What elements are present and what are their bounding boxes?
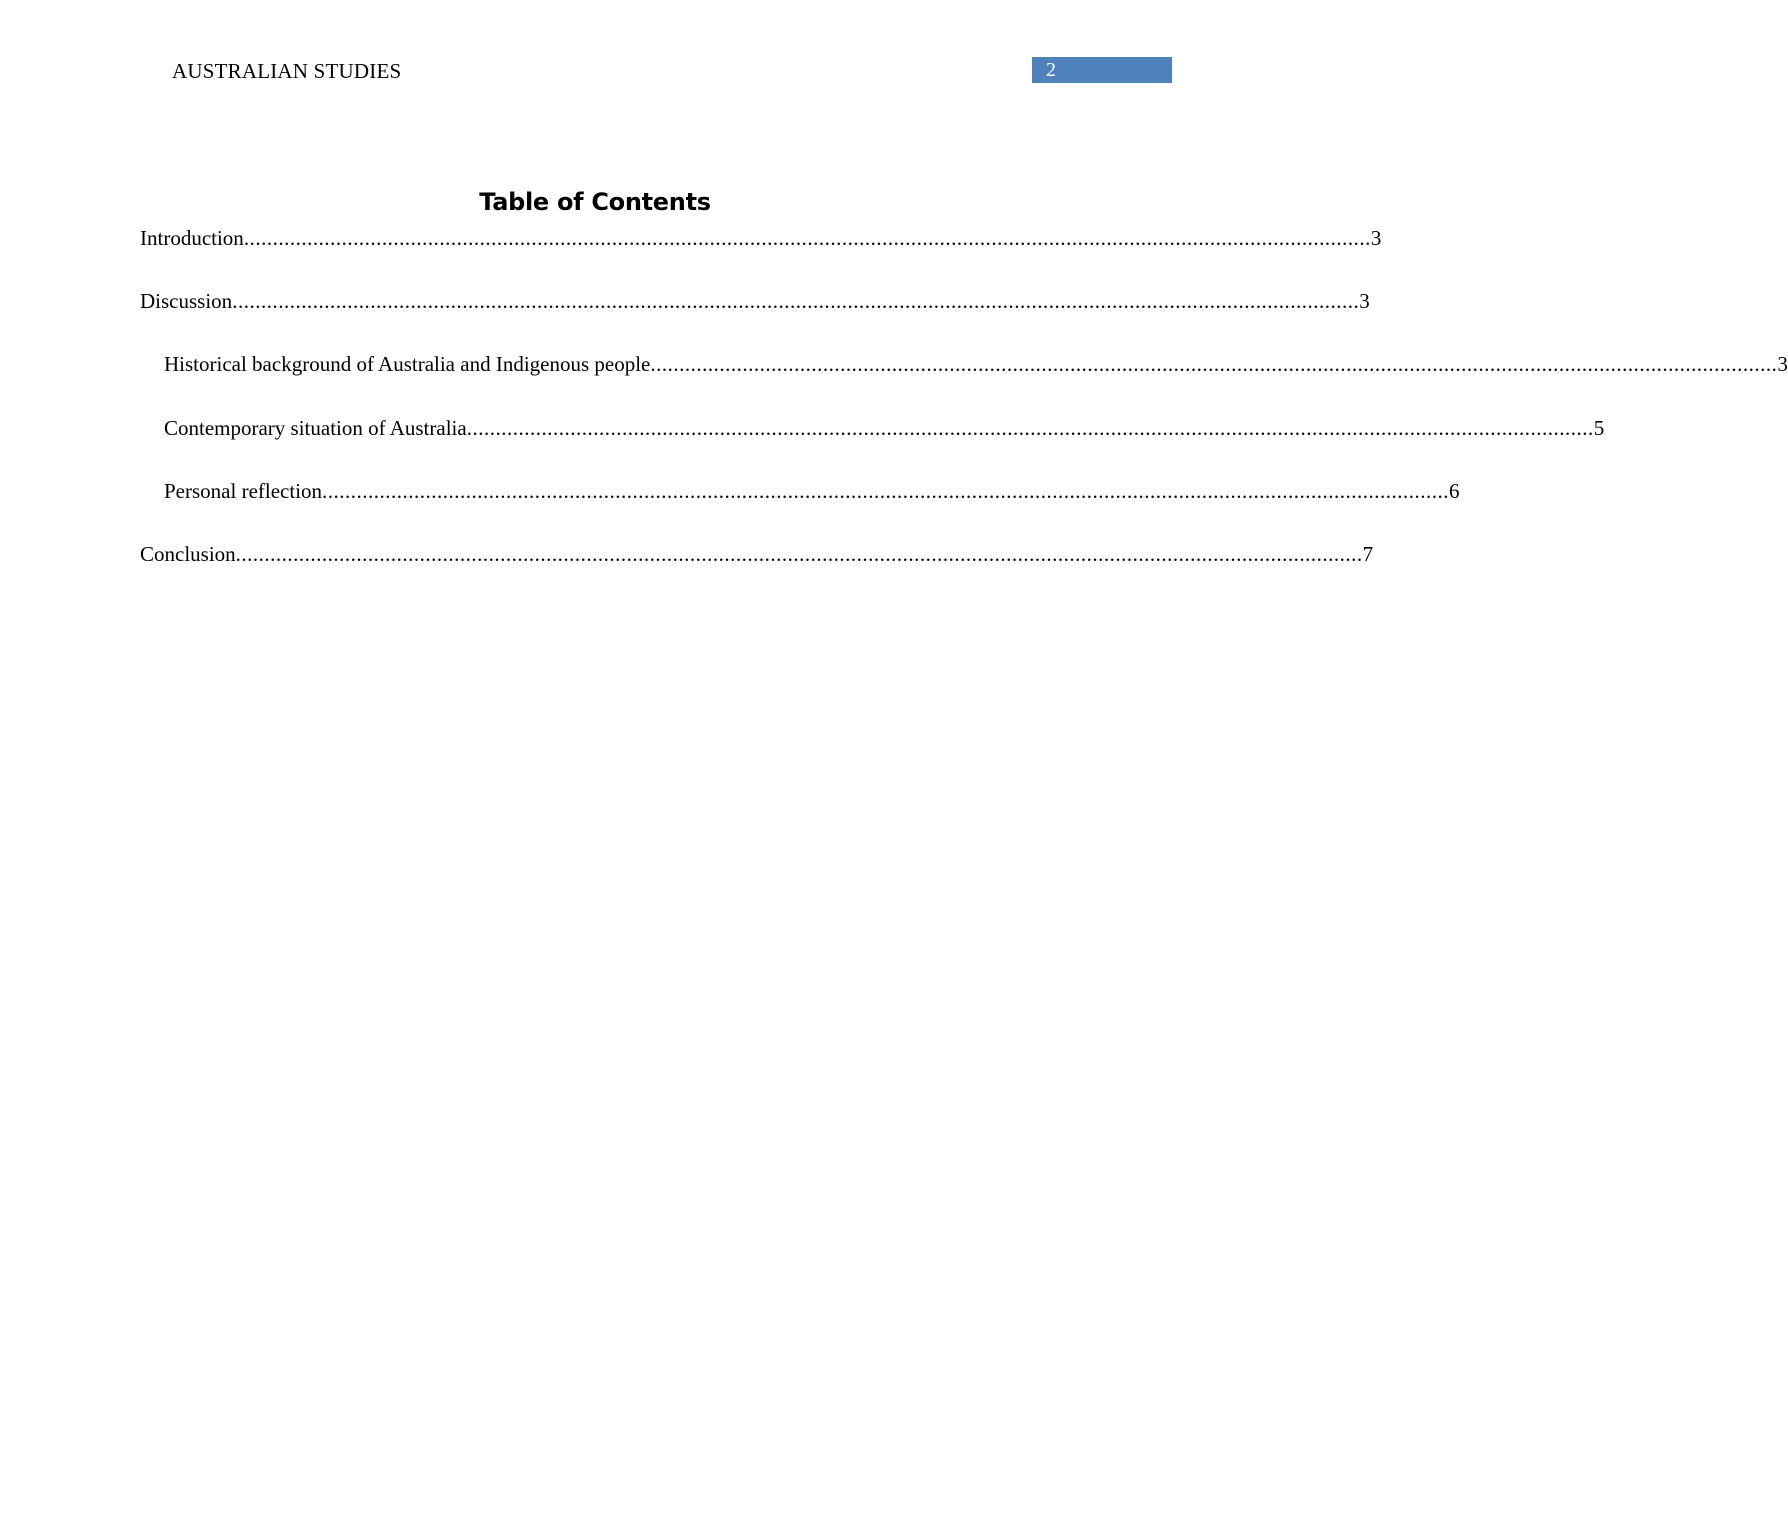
toc-leader-dots: .................................................................................................................................................................................................... (466, 416, 1594, 440)
toc-entry-label: Contemporary situation of Australia (164, 416, 467, 440)
toc-entry-contemporary-situation[interactable] (164, 415, 1605, 441)
toc-entry-label: Conclusion (140, 542, 236, 566)
toc-title: Table of Contents (479, 188, 711, 216)
toc-leader-dots: .................................................................................................................................................................................................... (650, 352, 1778, 376)
toc-entry-page: 7 (1362, 542, 1374, 566)
toc-leader-dots: .................................................................................................................................................................................................... (232, 289, 1360, 313)
toc-entry-personal-reflection[interactable] (164, 478, 1460, 504)
page-number-badge (1032, 57, 1172, 83)
toc-entry-label: Personal reflection (164, 479, 323, 503)
toc-entry-label: Historical background of Australia and Indigenous people (164, 352, 651, 376)
toc-entry-page: 3 (1370, 226, 1382, 250)
toc-entry-page: 3 (1777, 352, 1788, 376)
toc-leader-dots: .................................................................................................................................................................................................... (243, 226, 1371, 250)
toc-entry-conclusion[interactable] (140, 541, 1374, 567)
toc-leader-dots: .................................................................................................................................................................................................... (322, 479, 1450, 503)
toc-entry-page: 5 (1593, 416, 1605, 440)
toc-entry-page: 6 (1449, 479, 1460, 503)
running-head: AUSTRALIAN STUDIES (172, 59, 402, 83)
toc-entry-introduction[interactable] (140, 225, 1382, 251)
toc-entry-label: Discussion (140, 289, 233, 313)
toc-entry-page: 3 (1359, 289, 1370, 313)
toc-entry-label: Introduction (140, 226, 244, 250)
toc-entry-historical-background[interactable] (164, 351, 1788, 377)
toc-leader-dots: .................................................................................................................................................................................................... (235, 542, 1363, 566)
page-number: 2 (1046, 59, 1056, 81)
toc-entry-discussion[interactable] (140, 288, 1370, 314)
